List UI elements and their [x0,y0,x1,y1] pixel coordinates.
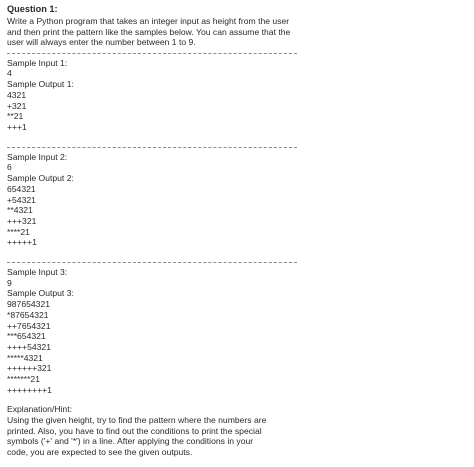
output-line: +++++1 [7,237,37,248]
sample-input-value: 4 [7,68,12,79]
hint-line: Using the given height, try to find the pattern where the numbers are [7,415,267,426]
output-line: +54321 [7,194,36,205]
hint-line: symbols ('+' and '*') in a line. After applying the conditions in your [7,436,254,447]
intro-line: user will always enter the number between 1 to 9. [7,37,196,48]
hint-block [7,404,469,457]
intro-line: Write a Python program that takes an integer input as height from the user [7,16,290,26]
sample-input-label: Sample Input 1: [7,57,68,68]
sample-input-label: Sample Input 2: [7,151,68,162]
sample-block-2 [7,152,469,248]
output-line: +++1 [7,122,27,132]
question-title: Question 1: [7,4,58,14]
output-line: *******21 [7,374,40,385]
output-line: +321 [7,100,27,111]
hint-title: Explanation/Hint: [7,404,72,415]
sample-output-label: Sample Output 2: [7,173,74,184]
output-line: ++++++++1 [7,384,52,395]
output-line: *****4321 [7,352,43,363]
sample-input-value: 6 [7,162,12,173]
document-page [7,4,469,457]
output-line: ++++54321 [7,341,51,352]
hint-line: printed. Also, you have to find out the conditions to print the special [7,425,262,436]
spacer [7,395,469,404]
sample-output-label: Sample Output 1: [7,79,74,90]
hint-line: code, you are expected to see the given outputs. [7,446,193,457]
output-line: **4321 [7,205,33,216]
sample-input-label: Sample Input 3: [7,267,68,278]
output-line: ***654321 [7,331,46,342]
dashed-divider [7,53,297,54]
sample-block-3 [7,267,469,395]
dashed-divider [7,147,297,148]
output-line: +++321 [7,215,37,226]
output-line: 654321 [7,183,36,194]
spacer [7,248,469,257]
output-line: ++++++321 [7,363,52,374]
intro-line: and then print the pattern like the samples below. You can assume that the [7,26,291,37]
spacer [7,133,469,142]
sample-output-label: Sample Output 3: [7,288,74,299]
output-line: ****21 [7,226,30,237]
output-line: 987654321 [7,299,51,310]
dashed-divider [7,262,297,263]
sample-input-value: 9 [7,277,12,288]
output-line: **21 [7,111,24,122]
question-intro [7,16,469,48]
output-line: ++7654321 [7,320,51,331]
output-line: *87654321 [7,309,49,320]
sample-block-1 [7,58,469,133]
output-line: 4321 [7,89,27,100]
